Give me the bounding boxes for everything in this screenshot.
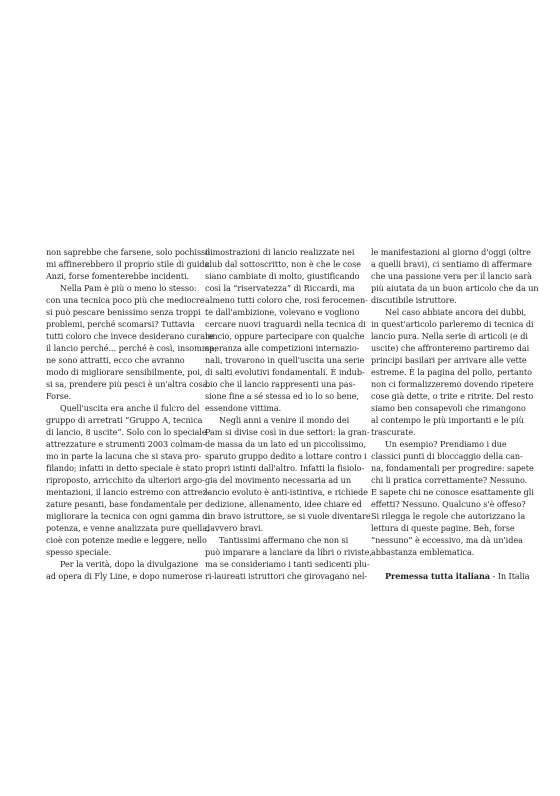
text-line: Per la verità, dopo la divulgazione: [60, 559, 199, 569]
text-line: a quelli bravi), ci sentiamo di affermare: [371, 259, 532, 269]
text-line: principi basilari per arrivare alle vette: [371, 355, 527, 365]
text-line: cose già dette, o trite e ritrite. Del resto: [371, 391, 534, 401]
text-line: di lancio, 8 uscite”. Solo con lo speciale: [46, 427, 207, 437]
text-line: mentazioni, il lancio estremo con attrez-: [46, 487, 210, 497]
text-line: propri istinti dall'altro. Infatti la fisiolo-: [205, 463, 365, 473]
text-line: Si rilegga le regole che autorizzano la: [371, 511, 526, 521]
text-line: Forse.: [46, 391, 72, 401]
text-line: chi li pratica correttamente? Nessuno.: [371, 475, 528, 485]
text-column-3: [371, 246, 539, 582]
text-line: cercare nuovi traguardi nella tecnica di: [205, 319, 366, 329]
text-line: discutibile istruttore.: [371, 295, 457, 305]
text-line: gia del movimento necessaria ad un: [205, 475, 352, 485]
text-line: trascurate.: [371, 427, 416, 437]
text-line: te dall'ambizione, volevano e vogliono: [205, 307, 360, 317]
text-line: può imparare a lanciare da libri o riviste,: [205, 547, 372, 557]
text-line: Anzi, forse fomenterebbe incidenti.: [46, 271, 190, 281]
text-line: sparuto gruppo dedito a lottare contro i: [205, 451, 367, 461]
text-line: che una passione vera per il lancio sarà: [371, 271, 532, 281]
text-line: le manifestazioni al giorno d'oggi (oltre: [371, 247, 531, 257]
text-line: de massa da un lato ed un piccolissimo,: [205, 439, 366, 449]
text-line: E sapete chi ne conosce esattamente gli: [371, 487, 534, 497]
text-line: Negli anni a venire il mondo dei: [219, 415, 350, 425]
text-line: modo di migliorare sensibilmente, poi,: [46, 367, 203, 377]
text-line: Pam si divise così in due settori: la gran-: [205, 427, 370, 437]
text-line: riproposto, arricchito da ulteriori argo-: [46, 475, 205, 485]
text-line: club dal sottoscritto, non è che le cose: [205, 259, 361, 269]
text-line: uscite) che affronteremo partiremo dai: [371, 343, 530, 353]
text-line: più aiutata da un buon articolo che da un: [371, 283, 539, 293]
text-line: lancio pura. Nella serie di articoli (e di: [371, 331, 528, 341]
text-line: dimostrazioni di lancio realizzate nei: [205, 247, 355, 257]
text-line: na, fondamentali per progredire: sapete: [371, 463, 534, 473]
text-line: Nella Pam è più o meno lo stesso:: [60, 283, 197, 293]
text-line: ma se consideriamo i tanti sedicenti plu-: [205, 559, 370, 569]
text-line: tutti coloro che invece desiderano curare: [46, 331, 214, 341]
text-line: gruppo di arretrati “Gruppo A, tecnica: [46, 415, 203, 425]
text-line: classici punti di bloccaggio della can-: [371, 451, 523, 461]
text-line: il lancio perché... perché è così, insomma,: [46, 343, 217, 353]
text-line: un bravo istruttore, se si vuole diventare: [205, 511, 371, 521]
text-line: siano cambiate di molto, giustificando: [205, 271, 360, 281]
text-line: effetti? Nessuno. Qualcuno s'è offeso?: [371, 499, 526, 509]
text-line: ad opera di Fly Line, e dopo numerose: [46, 571, 203, 581]
text-line: si può pescare benissimo senza troppi: [46, 307, 201, 317]
text-line: attrezzature e strumenti 2003 colmam-: [46, 439, 206, 449]
text-line: lancio evoluto è anti-istintiva, e richiede: [205, 487, 368, 497]
text-line: nali, trovarono in quell'uscita una serie: [205, 355, 365, 365]
text-line: Quell'uscita era anche il fulcro del: [60, 403, 200, 413]
text-line: estreme. È la pagina del pollo, pertanto: [371, 367, 532, 377]
text-line: Tantissimi affermano che non si: [219, 535, 349, 545]
text-line: [371, 570, 531, 582]
text-line: Nel caso abbiate ancora dei dubbi,: [385, 307, 527, 317]
text-line: problemi, perché scomarsi? Tuttavia: [46, 319, 195, 329]
text-line: sione fine a sé stessa ed io lo so bene,: [205, 391, 359, 401]
text-line: ne sono attratti, ecco che avranno: [46, 355, 185, 365]
text-line: spesso speciale.: [46, 547, 112, 557]
text-line: così la “riservatezza” di Riccardi, ma: [205, 283, 355, 293]
text-line: “nessuno” è eccessivo, ma dà un'idea: [371, 535, 523, 545]
text-line: essendone vittima.: [205, 403, 282, 413]
text-line: non saprebbe che farsene, solo pochissi-: [46, 247, 211, 257]
text-line: al contempo le più importanti e le più: [371, 415, 524, 425]
text-line: zature pesanti, base fondamentale per: [46, 499, 203, 509]
text-column-1: [46, 246, 217, 582]
text-line: mo in parte la lacuna che si stava pro-: [46, 451, 202, 461]
text-line: filando; infatti in detto speciale è stato: [46, 463, 203, 473]
text-line: migliorare la tecnica con ogni gamma di: [46, 511, 210, 521]
text-line: lancio, oppure partecipare con qualche: [205, 331, 365, 341]
text-column-2: [205, 246, 372, 582]
text-line: mi affinerebbero il proprio stile di guida.: [46, 259, 212, 269]
text-line: cioè con potenze medie e leggere, nello: [46, 535, 207, 545]
text-line: abbastanza emblematica.: [371, 547, 475, 557]
text-line: ri-laureati istruttori che girovagano nel-: [205, 571, 368, 581]
text-line: dedizione, allenamento, idee chiare ed: [205, 499, 362, 509]
text-line: si sa, prendere più pesci è un'altra cosa.: [46, 379, 210, 389]
text-line: [371, 558, 531, 570]
section-heading-rest: - In Italia: [489, 571, 530, 581]
text-line: di salti evolutivi fondamentali. È indub-: [205, 367, 365, 377]
text-line: lettura di queste pagine. Beh, forse: [371, 523, 515, 533]
text-line: non ci formalizzeremo dovendo ripetere: [371, 379, 534, 389]
text-line: siamo ben consapevoli che rimangono: [371, 403, 526, 413]
text-line: con una tecnica poco più che mediocre: [46, 295, 205, 305]
text-line: potenza, e venne analizzata pure quella,: [46, 523, 210, 533]
text-line: Un esempio? Prendiamo i due: [385, 439, 507, 449]
text-line: in quest'articolo parleremo di tecnica di: [371, 319, 534, 329]
text-line: davvero bravi.: [205, 523, 264, 533]
text-line: bio che il lancio rappresenti una pas-: [205, 379, 356, 389]
text-line: almeno tutti coloro che, rosi ferocemen-: [205, 295, 368, 305]
section-heading: Premessa tutta italiana: [385, 571, 490, 581]
text-line: speranza alle competizioni internazio-: [205, 343, 360, 353]
